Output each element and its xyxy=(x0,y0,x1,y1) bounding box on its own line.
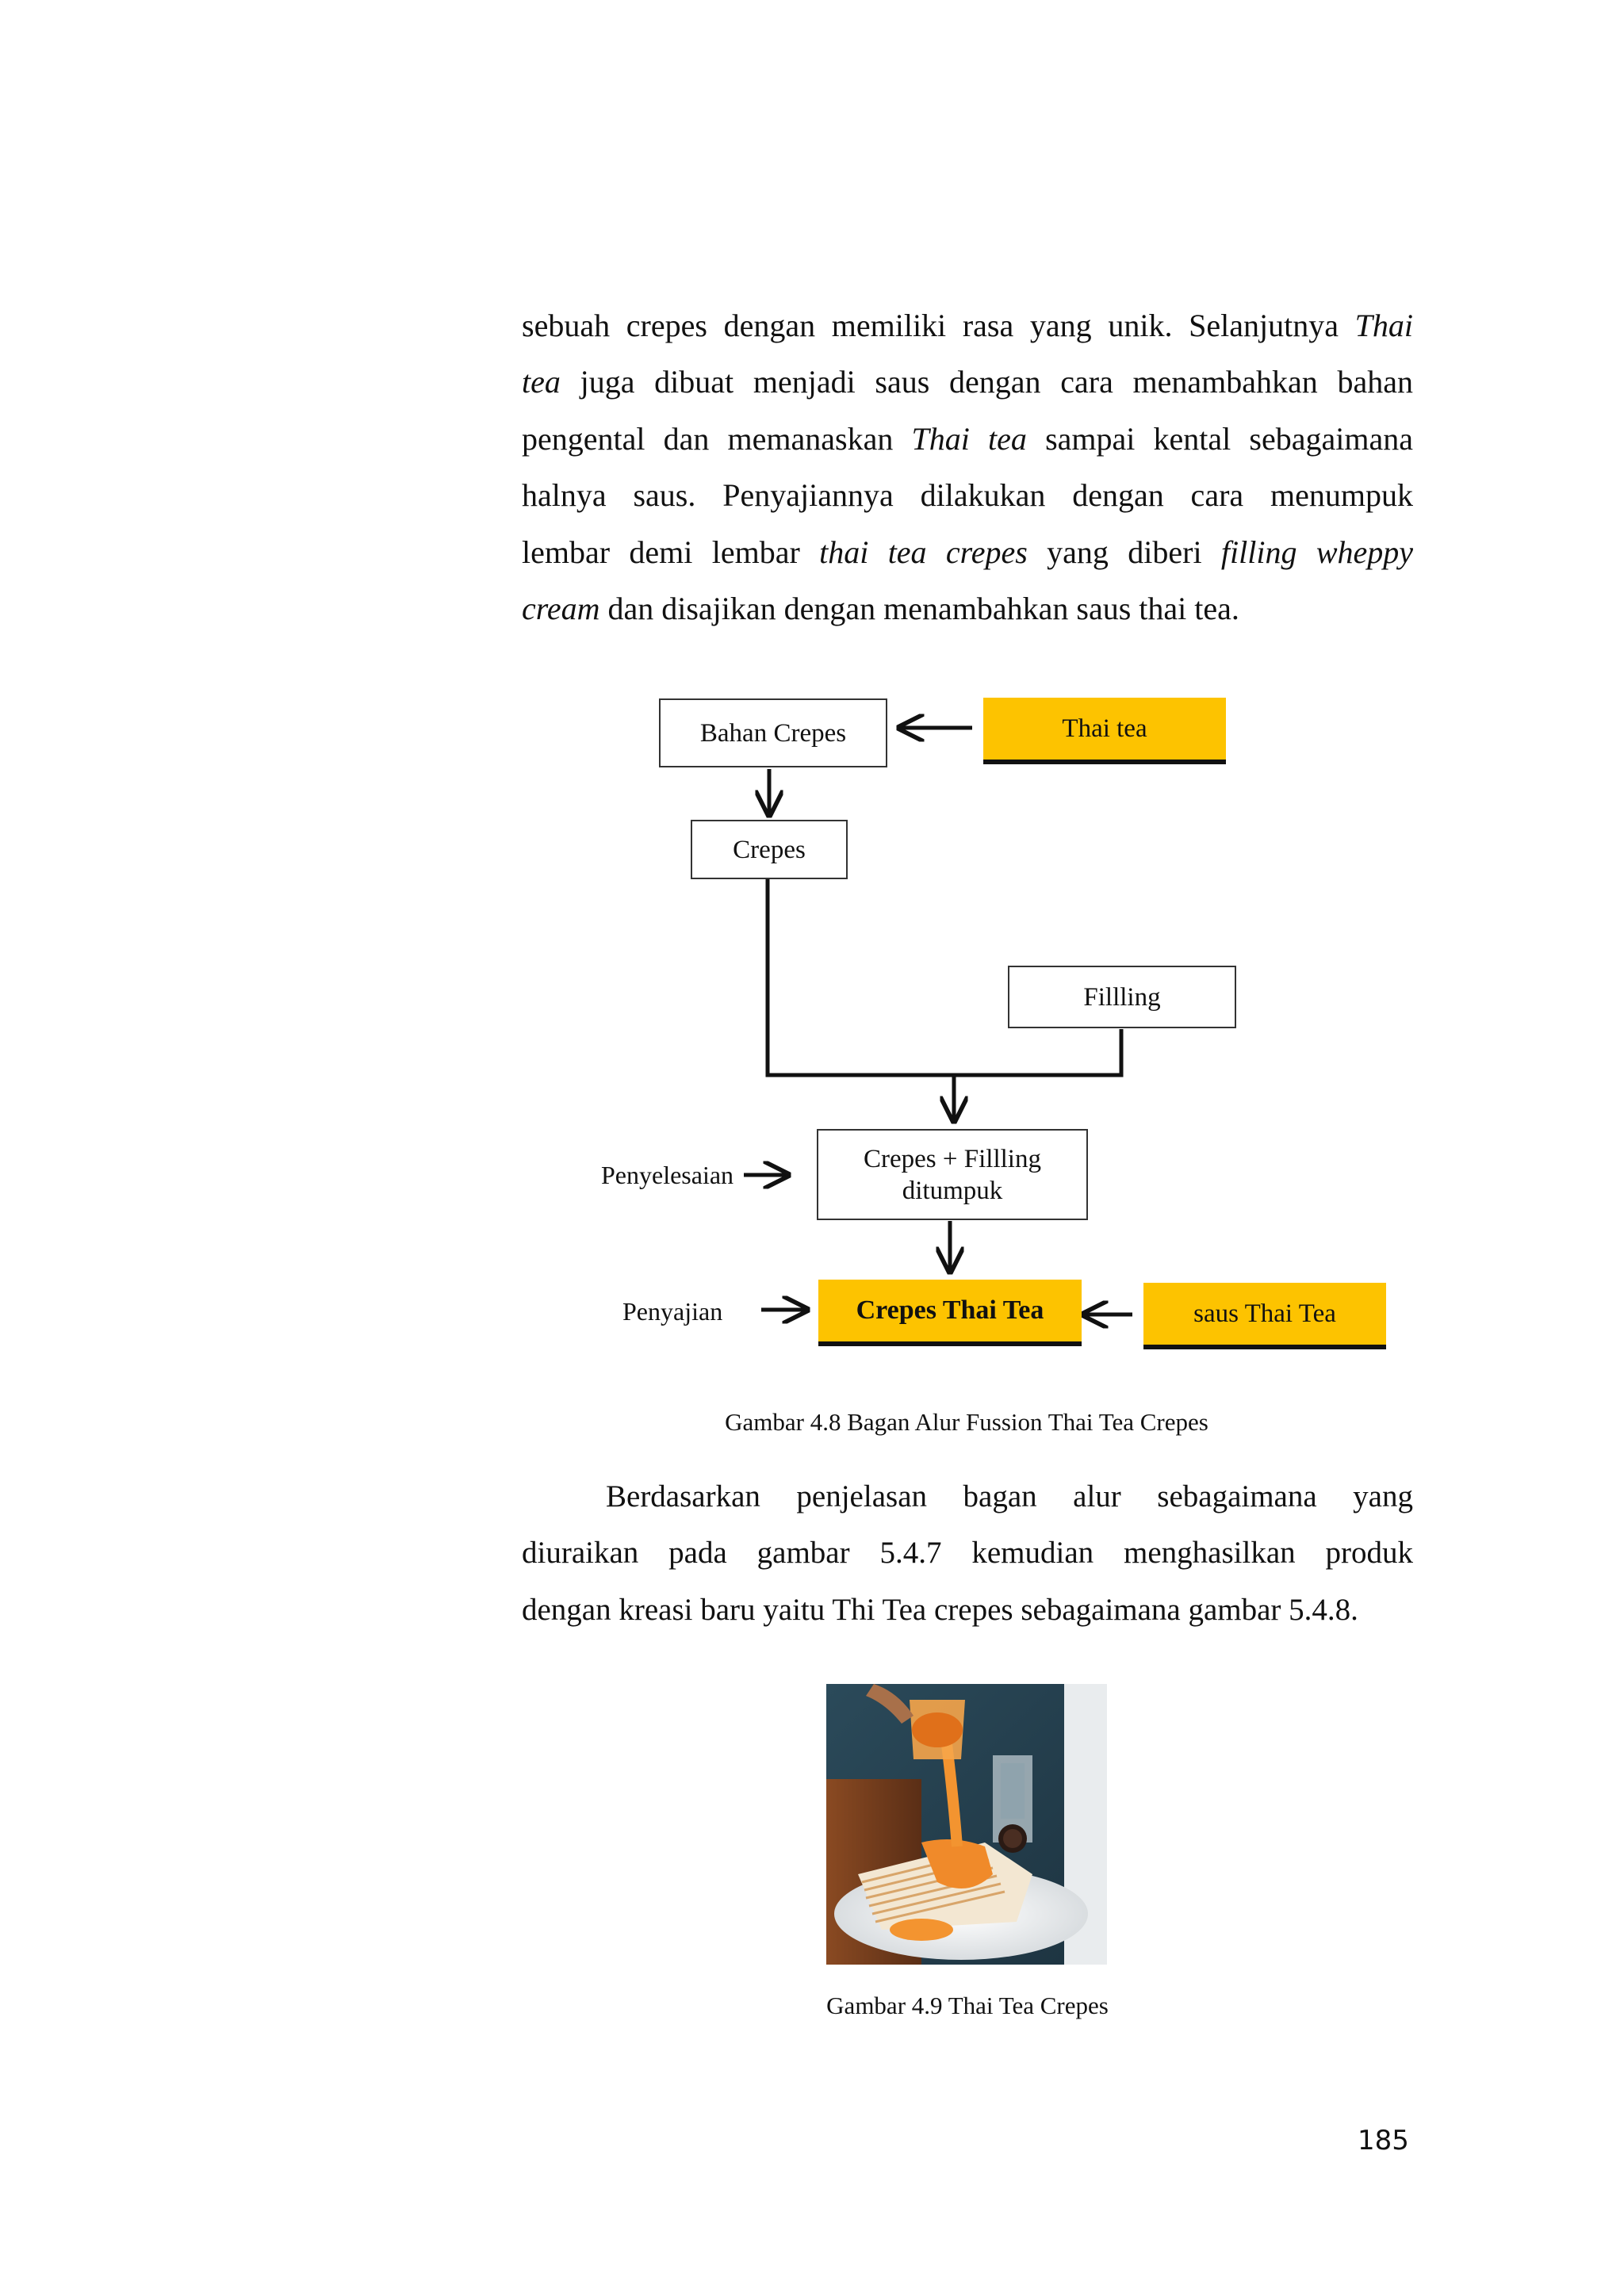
figure-caption-2 xyxy=(522,1992,1413,2020)
box-label: saus Thai Tea xyxy=(1193,1299,1336,1328)
thai-tea-crepes-photo xyxy=(826,1684,1107,1965)
box-label: Crepes Thai Tea xyxy=(856,1295,1044,1325)
box-label: Fillling xyxy=(1083,982,1161,1012)
label-penyelesaian: Penyelesaian xyxy=(601,1161,734,1189)
text-line: diuraikan pada gambar 5.4.7 kemudian menghasilkan produk xyxy=(522,1536,1413,1571)
text-line: pengental dan memanaskan Thai tea sampai kental sebagaimana xyxy=(522,420,1413,457)
text-line: Berdasarkan penjelasan bagan alur sebagaimana yang xyxy=(606,1479,1413,1513)
photo-illustration xyxy=(826,1684,1107,1965)
caption-text: Gambar 4.9 Thai Tea Crepes xyxy=(826,1992,1109,2019)
box-label-line-2: ditumpuk xyxy=(902,1176,1003,1205)
box-label: Bahan Crepes xyxy=(699,718,847,748)
text-line: dengan kreasi baru yaitu Thi Tea crepes sebagaimana gambar 5.4.8. xyxy=(522,1592,1358,1627)
box-label: Thai tea xyxy=(1062,714,1147,743)
box-thai-tea xyxy=(983,698,1226,764)
box-bahan-crepes xyxy=(659,698,887,767)
label-penyajian: Penyajian xyxy=(622,1297,723,1326)
box-crepes-filling xyxy=(817,1129,1088,1220)
box-saus-thai-tea xyxy=(1143,1283,1386,1349)
text-line: tea juga dibuat menjadi saus dengan cara menambahkan bahan xyxy=(522,364,1414,400)
box-crepes-thai-tea xyxy=(818,1280,1082,1346)
box-filling xyxy=(1008,966,1236,1028)
box-label: Crepes xyxy=(733,835,806,864)
box-label-line-1: Crepes + Fillling xyxy=(864,1144,1041,1173)
text-line: sebuah crepes dengan memiliki rasa yang unik. Selanjutnya Thai xyxy=(522,308,1413,343)
text-line: lembar demi lembar thai tea crepes yang diberi filling wheppy xyxy=(522,534,1414,570)
page-number: 185 xyxy=(1358,2125,1409,2156)
text-line: cream dan disajikan dengan menambahkan saus thai tea. xyxy=(522,591,1239,627)
figure-caption-1 xyxy=(522,1408,1413,1437)
body-paragraph-2 xyxy=(522,1468,1413,1638)
text-line: halnya saus. Penyajiannya dilakukan dengan cara menumpuk xyxy=(522,477,1413,514)
box-crepes xyxy=(691,820,848,879)
caption-text: Gambar 4.8 Bagan Alur Fussion Thai Tea Crepes xyxy=(725,1408,1208,1436)
